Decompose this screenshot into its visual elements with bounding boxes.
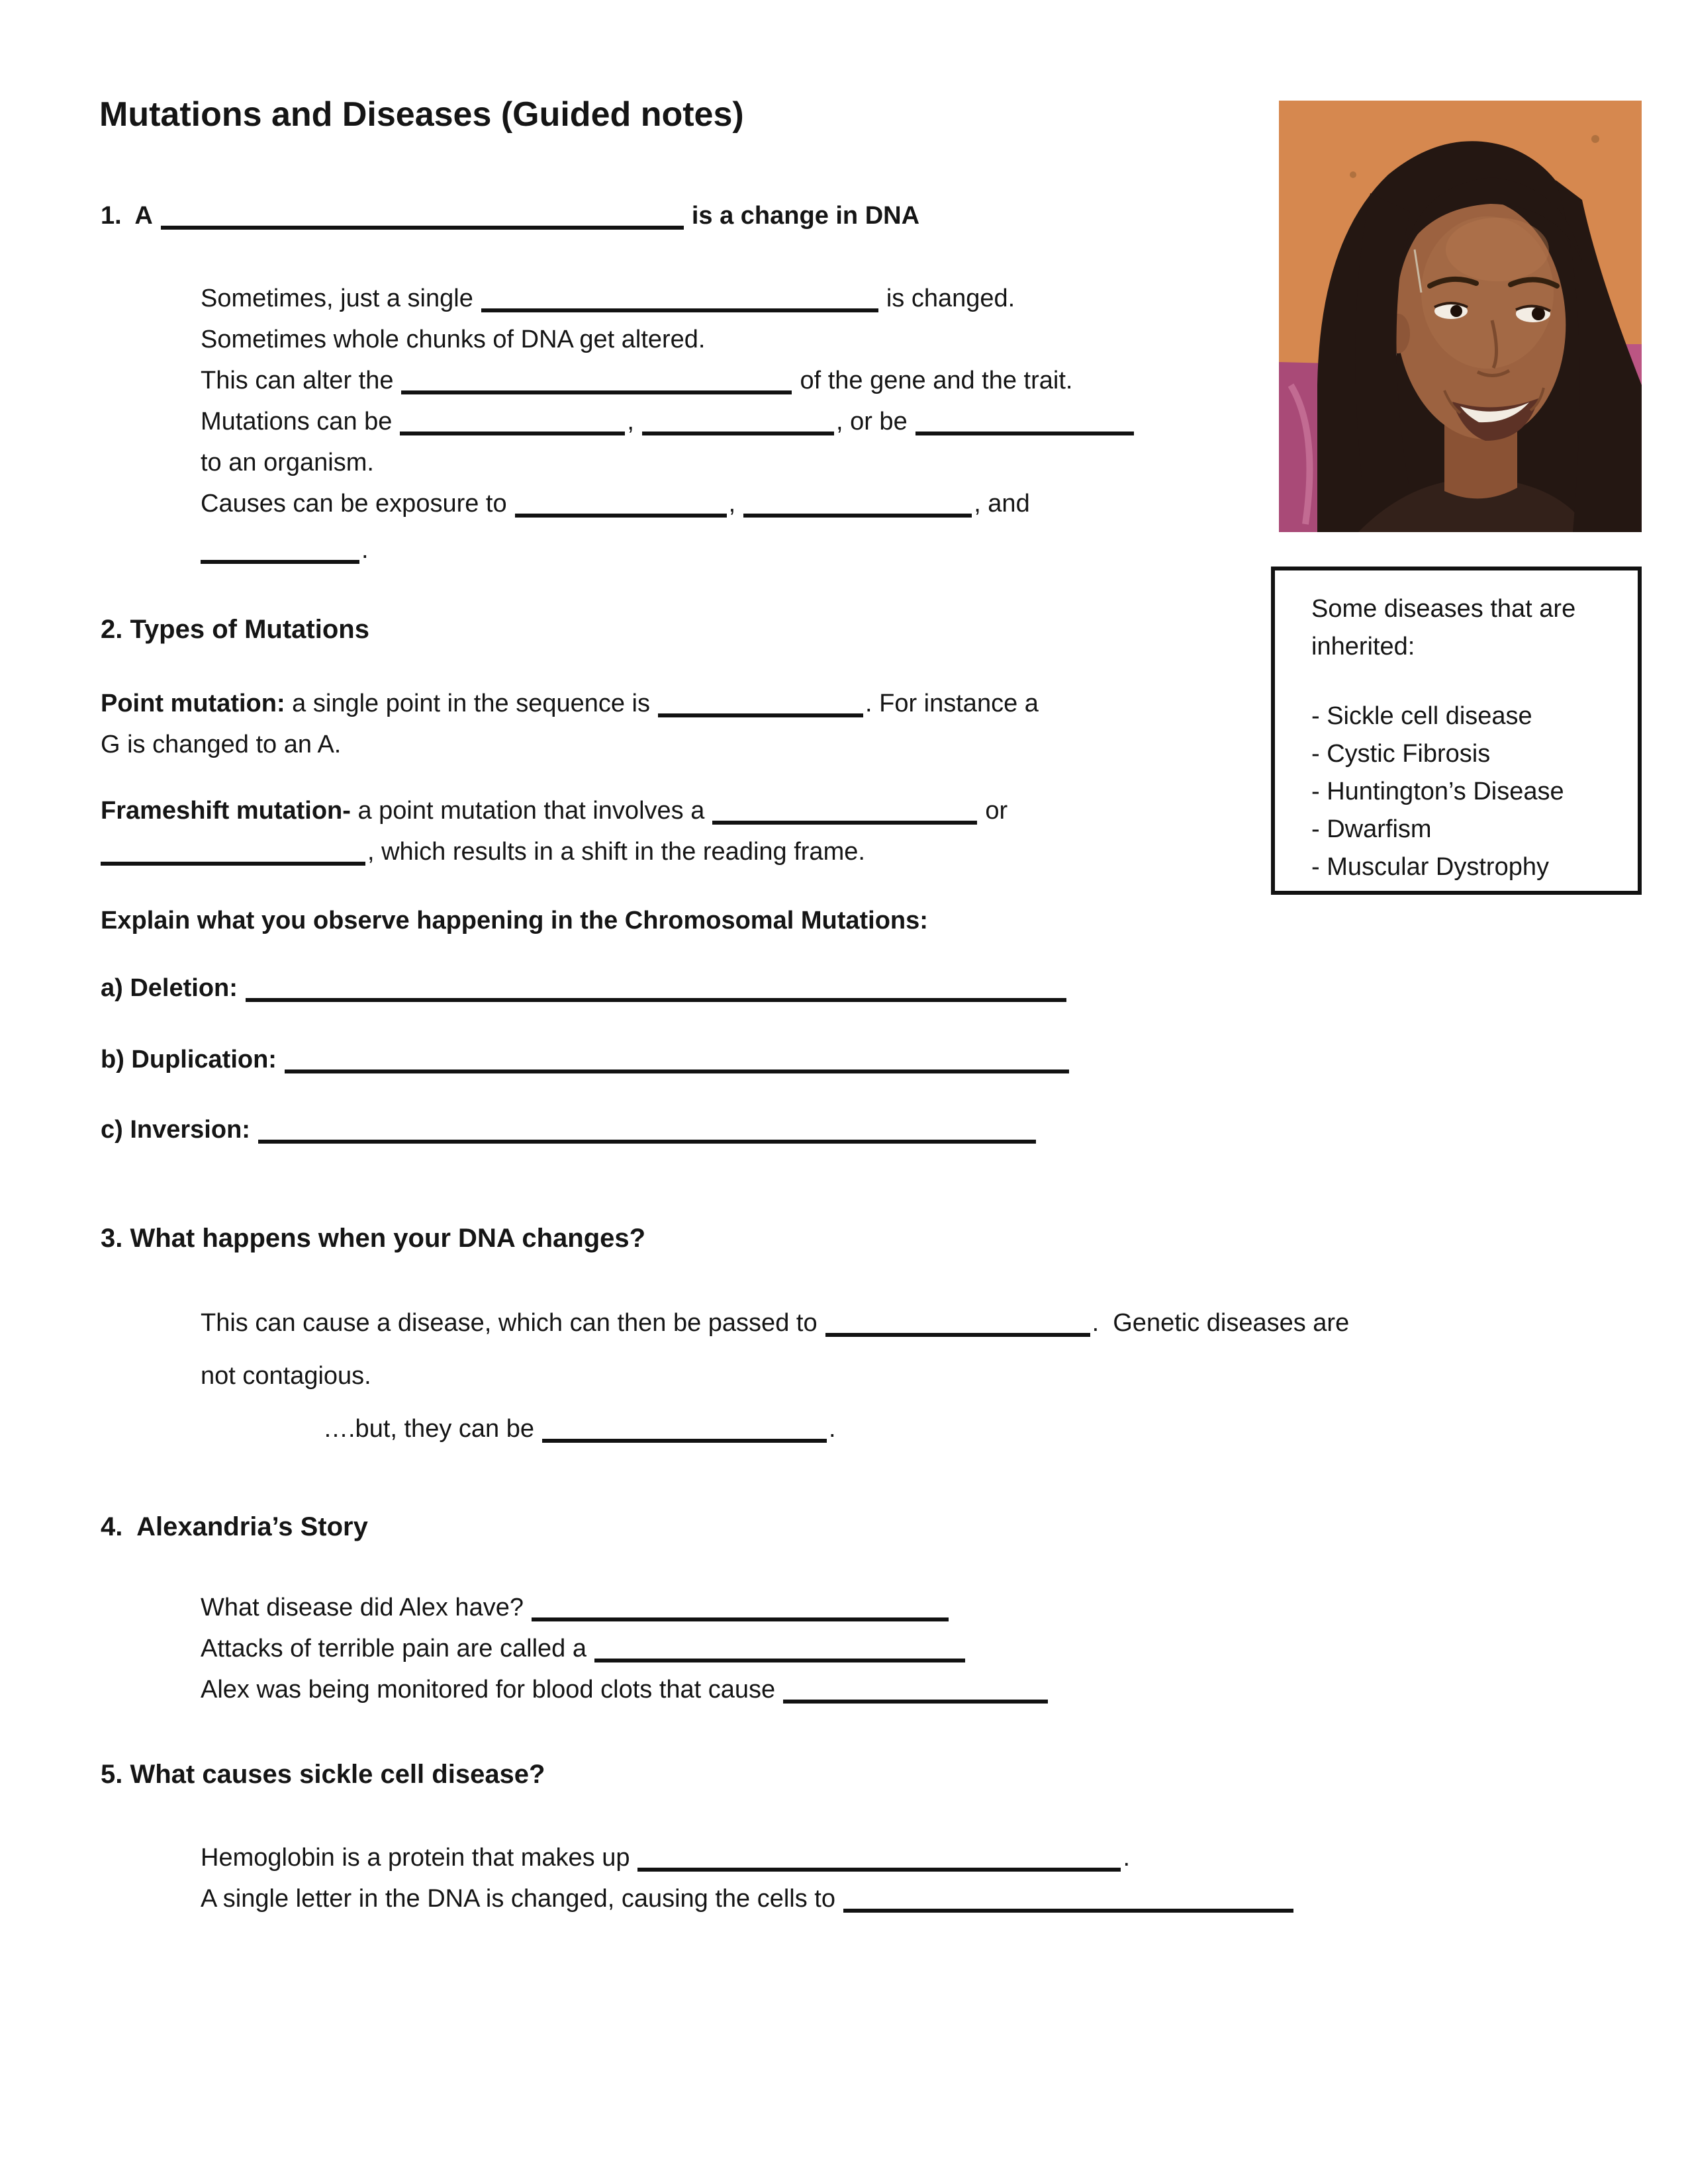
list-item: - Sickle cell disease — [1311, 702, 1532, 730]
section-5-heading: 5. What causes sickle cell disease? — [101, 1760, 545, 1789]
blank-field[interactable] — [637, 1845, 1121, 1872]
list-item: - Huntington’s Disease — [1311, 778, 1564, 805]
deletion-line — [101, 968, 1074, 1009]
list-item: - Dwarfism — [1311, 815, 1432, 843]
blank-field[interactable] — [783, 1677, 1048, 1704]
blank-field[interactable] — [743, 491, 972, 518]
blank-field[interactable] — [401, 368, 792, 394]
page-title: Mutations and Diseases (Guided notes) — [99, 95, 744, 134]
fill-in-line: Hemoglobin is a protein that makes up . — [201, 1844, 1131, 1872]
blank-field[interactable] — [161, 203, 684, 230]
wall-speck — [1350, 171, 1356, 178]
section-4-heading: 4. Alexandria’s Story — [101, 1512, 368, 1541]
q4-body — [201, 1587, 1056, 1710]
q1-lead-line — [101, 195, 919, 236]
q5-body — [201, 1837, 1301, 1919]
q1-lead-pre: 1. A — [101, 202, 153, 230]
fill-in-line: . — [201, 529, 369, 570]
fill-in-line: Alex was being monitored for blood clots that cause — [201, 1669, 1056, 1710]
text-line: G is changed to an A. — [101, 731, 342, 758]
blank-field[interactable] — [843, 1886, 1293, 1913]
blank-field[interactable] — [642, 409, 834, 435]
list-item: - Cystic Fibrosis — [1311, 740, 1491, 768]
text-line: Sometimes whole chunks of DNA get altered. — [201, 326, 706, 353]
portrait-photo — [1279, 101, 1642, 532]
wall-speck — [1591, 135, 1599, 143]
blank-field[interactable] — [515, 491, 727, 518]
fill-in-line: What disease did Alex have? — [201, 1587, 1056, 1628]
fill-in-line: , which results in a shift in the reading frame. — [101, 831, 1008, 872]
q1-body — [201, 278, 1136, 524]
blank-field[interactable] — [258, 1117, 1036, 1144]
fill-in-line: Point mutation: a single point in the sequence is . For instance a — [101, 690, 1039, 717]
inherited-diseases-list — [1311, 698, 1622, 886]
blank-field[interactable] — [825, 1310, 1090, 1337]
text-line: to an organism. — [201, 449, 374, 477]
blank-field[interactable] — [532, 1595, 949, 1621]
frameshift-paragraph — [101, 790, 1008, 872]
section-3-heading: 3. What happens when your DNA changes? — [101, 1224, 646, 1253]
list-item: - Muscular Dystrophy — [1311, 853, 1549, 881]
blank-field[interactable] — [246, 976, 1066, 1002]
blank-field[interactable] — [101, 839, 365, 866]
inherited-diseases-box — [1271, 567, 1642, 895]
fill-in-line: ….but, they can be . — [323, 1415, 836, 1443]
inherited-diseases-heading: Some diseases that are inherited: — [1311, 595, 1576, 660]
q1-lead-post: is a change in DNA — [691, 202, 920, 230]
blank-field[interactable] — [915, 409, 1134, 435]
point-mutation-paragraph — [101, 683, 1039, 765]
blank-field[interactable] — [201, 537, 359, 564]
fill-in-line: Attacks of terrible pain are called a — [201, 1628, 1056, 1669]
blank-field[interactable] — [400, 409, 625, 435]
fill-in-line: Sometimes, just a single is changed. — [201, 285, 1015, 312]
point-mutation-label: Point mutation: — [101, 690, 285, 717]
inversion-line — [101, 1109, 1044, 1150]
fill-in-line: Mutations can be , , or be — [201, 401, 1136, 442]
fill-in-line: This can cause a disease, which can then be passed to . Genetic diseases are — [201, 1309, 1350, 1337]
fill-in-line: Frameshift mutation- a point mutation that involves a or — [101, 797, 1008, 825]
frameshift-label: Frameshift mutation- — [101, 797, 351, 825]
blank-field[interactable] — [594, 1636, 965, 1662]
forehead-highlight — [1446, 218, 1549, 281]
fill-in-line: Causes can be exposure to , , and — [201, 490, 1030, 518]
deletion-label: a) Deletion: — [101, 974, 238, 1002]
eye-iris — [1450, 305, 1462, 317]
blank-field[interactable] — [481, 286, 878, 312]
blank-field[interactable] — [658, 691, 863, 717]
fill-in-line: This can alter the of the gene and the trait. — [201, 367, 1073, 394]
section-2-heading: 2. Types of Mutations — [101, 615, 369, 644]
inversion-label: c) Inversion: — [101, 1116, 250, 1144]
explain-heading: Explain what you observe happening in the Chromosomal Mutations: — [101, 907, 928, 934]
duplication-label: b) Duplication: — [101, 1046, 277, 1073]
fill-in-line: A single letter in the DNA is changed, causing the cells to — [201, 1878, 1301, 1919]
text-line: not contagious. — [201, 1362, 371, 1390]
blank-field[interactable] — [542, 1416, 827, 1443]
duplication-line — [101, 1039, 1077, 1080]
blank-field[interactable] — [285, 1047, 1069, 1073]
blank-field[interactable] — [712, 798, 977, 825]
